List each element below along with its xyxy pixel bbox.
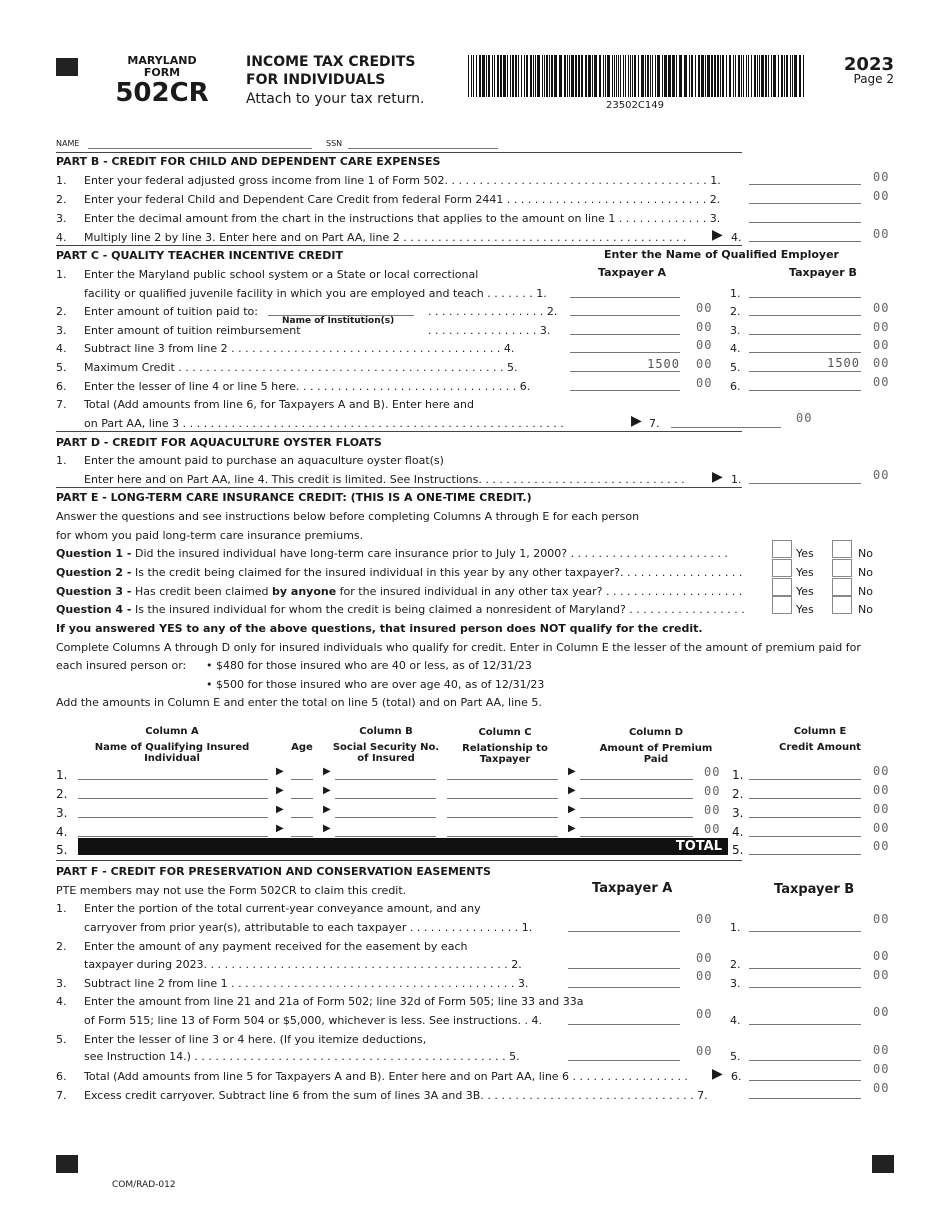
premium-cents: 00	[704, 765, 721, 779]
part-f-line3-b-input[interactable]	[749, 987, 861, 988]
row-num: 3.	[56, 806, 68, 820]
no-label: No	[858, 566, 873, 579]
part-c-line6-a-input[interactable]	[570, 390, 680, 391]
part-c-line3-text: Enter amount of tuition reimbursement	[84, 324, 301, 337]
part-c-line6-a-cents: 00	[696, 376, 713, 390]
total-bar	[78, 838, 728, 855]
credit-cents: 00	[873, 764, 890, 778]
part-c-line1-text: Enter the Maryland public school system or a State or local correctional	[84, 268, 479, 281]
part-c-taxpayer-a: Taxpayer A	[598, 266, 666, 279]
part-c-line2-num: 2.	[56, 305, 67, 318]
part-f-line1-text: Enter the portion of the total current-year conveyance amount, and any	[84, 902, 481, 915]
premium-input[interactable]	[580, 817, 693, 818]
part-d-line1-text: Enter the amount paid to purchase an aquaculture oyster float(s)	[84, 454, 444, 467]
question-3-text: Has credit been claimed	[131, 585, 273, 598]
age-input[interactable]	[291, 798, 313, 799]
part-f-line1-b-num: 1.	[730, 921, 741, 934]
part-e-bullet2: • $500 for those insured who are over age 40, as of 12/31/23	[206, 678, 545, 691]
part-b-line1-text: Enter your federal adjusted gross income from line 1 of Form 502. . . . . . . . . . . . . . . . . . . . . . . . . . . . . . . . . . . . . . 1.	[84, 174, 721, 187]
total-row-num: 5.	[56, 843, 68, 857]
part-c-line6-num: 6.	[56, 380, 67, 393]
registration-mark-top-left	[56, 58, 78, 76]
part-d-arrow-icon: ▶	[712, 469, 723, 485]
insured-name-input[interactable]	[78, 779, 268, 780]
part-e-complete2: each insured person or:	[56, 659, 187, 672]
total-credit-input[interactable]	[749, 854, 861, 855]
name-field[interactable]	[88, 148, 312, 149]
part-f-line4-b-cents: 00	[873, 1005, 890, 1019]
form-state: MARYLAND	[127, 54, 197, 67]
part-c-line1-b-num: 1.	[730, 287, 741, 300]
question-3-label: Question 3 -	[56, 585, 132, 598]
question-2	[56, 566, 742, 580]
part-f-line5-b-cents: 00	[873, 1043, 890, 1057]
name-label: NAME	[56, 139, 80, 148]
part-f-line1-num: 1.	[56, 902, 67, 915]
part-c-line7-input[interactable]	[671, 427, 781, 428]
part-f-line4-num: 4.	[56, 995, 67, 1008]
total-credit-cents: 00	[873, 839, 890, 853]
part-c-line5-b-num: 5.	[730, 361, 741, 374]
arrow-icon: ▶	[323, 804, 331, 815]
part-c-line2-text: Enter amount of tuition paid to:	[84, 305, 258, 318]
part-f-title: PART F - CREDIT FOR PRESERVATION AND CONSERVATION EASEMENTS	[56, 865, 491, 878]
yes-label: Yes	[796, 566, 814, 579]
part-b-line4-end: 4.	[731, 231, 742, 244]
row-num: 1.	[56, 768, 68, 782]
part-c-line4-a-cents: 00	[696, 338, 713, 352]
part-c-line4-a-input[interactable]	[570, 352, 680, 353]
part-c-line2-b-cents: 00	[873, 301, 890, 315]
question-2-label: Question 2 -	[56, 566, 132, 579]
part-c-line7-text: Total (Add amounts from line 6, for Taxpayers A and B). Enter here and	[84, 398, 474, 411]
part-f-line5-a-input[interactable]	[568, 1060, 680, 1061]
part-c-line7-text2: on Part AA, line 3 . . . . . . . . . . . . . . . . . . . . . . . . . . . . . . . . . . . . . . . . . . . . . . . . . . . . . . .	[84, 417, 564, 430]
ssn-input[interactable]	[335, 836, 436, 837]
part-f-line5-a-cents: 00	[696, 1044, 713, 1058]
question-1-no-checkbox[interactable]	[832, 540, 852, 558]
question-3-no-checkbox[interactable]	[832, 578, 852, 596]
part-f-line1-a-cents: 00	[696, 912, 713, 926]
part-c-line3-b-cents: 00	[873, 320, 890, 334]
part-c-line1-a-input[interactable]	[570, 297, 680, 298]
col-d-subtitle: Amount of Premium Paid	[599, 743, 713, 765]
attach-note: Attach to your tax return.	[246, 91, 425, 107]
part-f-line6-num: 6.	[56, 1070, 67, 1083]
pte-note: PTE members may not use the Form 502CR to claim this credit.	[56, 884, 407, 897]
col-e-num: 1.	[732, 768, 744, 782]
part-b-title: PART B - CREDIT FOR CHILD AND DEPENDENT CARE EXPENSES	[56, 155, 441, 168]
part-b-line3-num: 3.	[56, 212, 67, 225]
ssn-input[interactable]	[335, 817, 436, 818]
part-b-line4-cents: 00	[873, 227, 890, 241]
part-b-line4-arrow-icon: ▶	[712, 227, 723, 243]
part-c-line2-a-input[interactable]	[570, 315, 680, 316]
part-b-line3-text: Enter the decimal amount from the chart in the instructions that applies to the amount on line 1 . . . . . . . . . . . . . 3.	[84, 212, 721, 225]
part-f-line2-text: Enter the amount of any payment received for the easement by each	[84, 940, 468, 953]
part-c-line2-b-input[interactable]	[749, 315, 861, 316]
part-c-line7-end: 7.	[649, 417, 660, 430]
part-c-line6-b-cents: 00	[873, 375, 890, 389]
ssn-field[interactable]	[348, 148, 498, 149]
arrow-icon: ▶	[568, 823, 576, 834]
registration-mark-bottom-right	[872, 1155, 894, 1173]
col-e-subtitle: Credit Amount	[779, 742, 861, 753]
question-1-yes-checkbox[interactable]	[772, 540, 792, 558]
question-4-no-checkbox[interactable]	[832, 596, 852, 614]
credit-amount-input[interactable]	[749, 779, 861, 780]
no-label: No	[858, 585, 873, 598]
part-c-line5-b-cents: 00	[873, 356, 890, 370]
age-input[interactable]	[291, 779, 313, 780]
part-f-line6-end: 6.	[731, 1070, 742, 1083]
institution-label: Name of Institution(s)	[282, 316, 395, 326]
part-f-line7-cents: 00	[873, 1081, 890, 1095]
premium-input[interactable]	[580, 779, 693, 780]
part-c-line2-a-cents: 00	[696, 301, 713, 315]
col-e-num: 4.	[732, 825, 744, 839]
insured-name-input[interactable]	[78, 817, 268, 818]
part-d-end: 1.	[731, 473, 742, 486]
arrow-icon: ▶	[568, 804, 576, 815]
credit-cents: 00	[873, 802, 890, 816]
barcode-text: 23502C149	[606, 100, 664, 111]
yes-label: Yes	[796, 585, 814, 598]
part-f-line1-text2: carryover from prior year(s), attributable to each taxpayer . . . . . . . . . . . . . . . . 1.	[84, 921, 533, 934]
no-label: No	[858, 547, 873, 560]
tax-year: 2023	[843, 54, 894, 75]
divider	[56, 860, 742, 861]
part-b-line4-input[interactable]	[749, 241, 861, 242]
part-b-line2-text: Enter your federal Child and Dependent Care Credit from federal Form 2441 . . . . . . . . . . . . . . . . . . . . . . . . . . . . . 2.	[84, 193, 721, 206]
no-label: No	[858, 603, 873, 616]
arrow-icon: ▶	[568, 785, 576, 796]
relationship-input[interactable]	[447, 836, 558, 837]
part-f-line4-text2: of Form 515; line 13 of Form 504 or $5,000, whichever is less. See instructions. . 4.	[84, 1014, 542, 1027]
part-e-bullet1: • $480 for those insured who are 40 or less, as of 12/31/23	[206, 659, 532, 672]
question-4-text: Is the insured individual for whom the credit is being claimed a nonresident of Maryland? . . . . . . . . . . . . . . . . .	[131, 603, 745, 616]
credit-amount-input[interactable]	[749, 836, 861, 837]
footer-code: COM/RAD-012	[112, 1180, 176, 1190]
part-f-line2-num: 2.	[56, 940, 67, 953]
col-d-title: Column D	[628, 727, 684, 738]
part-e-intro2: for whom you paid long-term care insurance premiums.	[56, 529, 364, 542]
part-c-line4-b-cents: 00	[873, 338, 890, 352]
col-c-title: Column C	[478, 727, 532, 738]
page-number: Page 2	[853, 72, 894, 86]
part-f-line7-input[interactable]	[749, 1098, 861, 1099]
form-title-line1: INCOME TAX CREDITS	[246, 54, 416, 70]
part-f-line5-b-num: 5.	[730, 1050, 741, 1063]
part-c-line3-num: 3.	[56, 324, 67, 337]
question-1-text: Did the insured individual have long-term care insurance prior to July 1, 2000? . . . . . . . . . . . . . . . . . . . . . . .	[131, 547, 728, 560]
question-1-label: Question 1 -	[56, 547, 132, 560]
part-b-line2-num: 2.	[56, 193, 67, 206]
col-a-subtitle: Name of Qualifying Insured Individual	[94, 742, 250, 764]
part-c-line7-arrow-icon: ▶	[631, 413, 642, 429]
ssn-input[interactable]	[335, 798, 436, 799]
total-label: TOTAL	[675, 839, 722, 854]
part-f-taxpayer-a: Taxpayer A	[592, 881, 673, 896]
divider	[56, 245, 742, 246]
part-f-line1-a-input[interactable]	[568, 931, 680, 932]
barcode	[468, 55, 806, 97]
part-c-line5-text: Maximum Credit . . . . . . . . . . . . . . . . . . . . . . . . . . . . . . . . . . . . . . . . . . . . . . . 5.	[84, 361, 518, 374]
question-2-text: Is the credit being claimed for the insured individual in this year by any other taxpayer?. . . . . . . . . . . . . . . . . .	[131, 566, 743, 579]
question-3-text-end: for the insured individual in any other tax year? . . . . . . . . . . . . . . . . . . . .	[336, 585, 743, 598]
part-c-title: PART C - QUALITY TEACHER INCENTIVE CREDIT	[56, 249, 343, 262]
part-c-line2-b-num: 2.	[730, 305, 741, 318]
part-d-cents: 00	[873, 468, 890, 482]
premium-cents: 00	[704, 803, 721, 817]
relationship-input[interactable]	[447, 817, 558, 818]
part-c-line4-b-num: 4.	[730, 342, 741, 355]
part-c-line3-a-input[interactable]	[570, 334, 680, 335]
part-f-line4-a-cents: 00	[696, 1007, 713, 1021]
col-b-title: Column B	[359, 726, 413, 737]
part-f-line3-b-cents: 00	[873, 968, 890, 982]
part-f-line6-text: Total (Add amounts from line 5 for Taxpayers A and B). Enter here and on Part AA, line 6 . . . . . . . . . . . . . . . . .	[84, 1070, 688, 1083]
credit-cents: 00	[873, 783, 890, 797]
part-d-line1-text2: Enter here and on Part AA, line 4. This credit is limited. See Instructions. . . . . . . . . . . . . . . . . . . . . . . . . . . . . .	[84, 473, 685, 486]
row-num: 4.	[56, 825, 68, 839]
part-f-line3-a-cents: 00	[696, 969, 713, 983]
question-3-emphasis: by anyone	[272, 585, 337, 598]
part-b-line2-input[interactable]	[749, 203, 861, 204]
part-f-line1-b-cents: 00	[873, 912, 890, 926]
premium-cents: 00	[704, 784, 721, 798]
arrow-icon: ▶	[276, 785, 284, 796]
part-c-line3-dots: . . . . . . . . . . . . . . . . 3.	[428, 324, 551, 337]
part-e-title: PART E - LONG-TERM CARE INSURANCE CREDIT: (THIS IS A ONE-TIME CREDIT.)	[56, 491, 532, 504]
registration-mark-bottom-left	[56, 1155, 78, 1173]
part-f-line3-b-num: 3.	[730, 977, 741, 990]
part-d-line1-num: 1.	[56, 454, 67, 467]
part-b-line4-text: Multiply line 2 by line 3. Enter here and on Part AA, line 2 . . . . . . . . . . . . . . . . . . . . . . . . . . . . . . . . . . . . . . . . .	[84, 231, 687, 244]
part-d-title: PART D - CREDIT FOR AQUACULTURE OYSTER FLOATS	[56, 436, 382, 449]
part-c-line5-b-input[interactable]	[749, 371, 861, 372]
question-2-no-checkbox[interactable]	[832, 559, 852, 577]
part-c-line5-a-value: 1500	[647, 357, 680, 371]
part-f-line3-text: Subtract line 2 from line 1 . . . . . . . . . . . . . . . . . . . . . . . . . . . . . . . . . . . . . . . . . 3.	[84, 977, 529, 990]
divider	[56, 487, 742, 488]
form-word: FORM	[143, 66, 181, 79]
part-f-line5-text: Enter the lesser of line 3 or 4 here. (If you itemize deductions,	[84, 1033, 427, 1046]
part-c-line5-num: 5.	[56, 361, 67, 374]
credit-cents: 00	[873, 821, 890, 835]
yes-label: Yes	[796, 603, 814, 616]
part-c-line4-b-input[interactable]	[749, 352, 861, 353]
part-b-line2-cents: 00	[873, 189, 890, 203]
part-f-line2-a-input[interactable]	[568, 968, 680, 969]
part-c-line7-num: 7.	[56, 398, 67, 411]
part-c-line7-cents: 00	[796, 411, 813, 425]
part-b-line3-input[interactable]	[749, 222, 861, 223]
part-f-line7-text: Excess credit carryover. Subtract line 6 from the sum of lines 3A and 3B. . . . . . . . . . . . . . . . . . . . . . . . . . . . . . . 7.	[84, 1089, 708, 1102]
part-b-line1-input[interactable]	[749, 184, 861, 185]
part-e-add: Add the amounts in Column E and enter the total on line 5 (total) and on Part AA, line 5.	[56, 696, 542, 709]
part-c-line2-dots: . . . . . . . . . . . . . . . . . 2.	[428, 305, 558, 318]
part-c-line3-b-num: 3.	[730, 324, 741, 337]
part-f-line3-a-input[interactable]	[568, 987, 680, 988]
part-b-line1-num: 1.	[56, 174, 67, 187]
arrow-icon: ▶	[323, 785, 331, 796]
col-e-num: 2.	[732, 787, 744, 801]
part-c-line5-a-cents: 00	[696, 357, 713, 371]
arrow-icon: ▶	[323, 823, 331, 834]
col-e-title: Column E	[793, 726, 847, 737]
question-4	[56, 603, 745, 617]
part-f-line2-text2: taxpayer during 2023. . . . . . . . . . . . . . . . . . . . . . . . . . . . . . . . . . . . . . . . . . . . 2.	[84, 958, 522, 971]
part-c-line4-text: Subtract line 3 from line 2 . . . . . . . . . . . . . . . . . . . . . . . . . . . . . . . . . . . . . . . 4.	[84, 342, 515, 355]
part-c-line1-b-input[interactable]	[749, 297, 861, 298]
premium-input[interactable]	[580, 836, 693, 837]
part-f-line4-b-num: 4.	[730, 1014, 741, 1027]
part-c-line6-b-num: 6.	[730, 380, 741, 393]
age-input[interactable]	[291, 836, 313, 837]
question-3	[56, 585, 742, 599]
ssn-input[interactable]	[335, 779, 436, 780]
row-num: 2.	[56, 787, 68, 801]
col-a-title: Column A	[145, 726, 199, 737]
part-f-taxpayer-b: Taxpayer B	[774, 882, 855, 897]
col-e-num: 3.	[732, 806, 744, 820]
insured-name-input[interactable]	[78, 836, 268, 837]
form-title-line2: FOR INDIVIDUALS	[246, 72, 386, 88]
part-e-intro1: Answer the questions and see instructions below before completing Columns A through E for each person	[56, 510, 640, 523]
part-e-warning: If you answered YES to any of the above questions, that insured person does NOT qualify for the credit.	[56, 622, 703, 635]
question-3-yes-checkbox[interactable]	[772, 578, 792, 596]
question-4-label: Question 4 -	[56, 603, 132, 616]
part-f-line4-b-input[interactable]	[749, 1024, 861, 1025]
part-f-line6-cents: 00	[873, 1062, 890, 1076]
divider	[56, 431, 742, 432]
part-c-line1-text2: facility or qualified juvenile facility in which you are employed and teach . . . . . . . 1.	[84, 287, 547, 300]
part-f-line2-a-cents: 00	[696, 951, 713, 965]
col-c-subtitle: Relationship to Taxpayer	[462, 743, 548, 765]
part-c-taxpayer-b: Taxpayer B	[789, 266, 857, 279]
arrow-icon: ▶	[276, 804, 284, 815]
part-f-line5-b-input[interactable]	[749, 1060, 861, 1061]
part-f-line5-num: 5.	[56, 1033, 67, 1046]
part-f-line1-b-input[interactable]	[749, 931, 861, 932]
part-b-line4-num: 4.	[56, 231, 67, 244]
credit-amount-input[interactable]	[749, 798, 861, 799]
part-c-line6-b-input[interactable]	[749, 390, 861, 391]
arrow-icon: ▶	[276, 823, 284, 834]
form-number: 502CR	[115, 78, 209, 108]
part-f-line2-b-input[interactable]	[749, 968, 861, 969]
part-f-line7-num: 7.	[56, 1089, 67, 1102]
arrow-icon: ▶	[276, 766, 284, 777]
part-e-complete1: Complete Columns A through D only for insured individuals who qualify for credit. Enter in Column E the lesser of the amount of premium paid for	[56, 641, 861, 654]
ssn-label: SSN	[326, 139, 343, 148]
age-title: Age	[291, 742, 313, 753]
part-c-line4-num: 4.	[56, 342, 67, 355]
yes-label: Yes	[796, 547, 814, 560]
part-f-line6-arrow-icon: ▶	[712, 1066, 723, 1082]
part-d-input[interactable]	[749, 483, 861, 484]
question-1	[56, 547, 728, 561]
total-col-e-num: 5.	[732, 843, 744, 857]
relationship-input[interactable]	[447, 779, 558, 780]
age-input[interactable]	[291, 817, 313, 818]
part-c-line1-num: 1.	[56, 268, 67, 281]
part-c-line6-text: Enter the lesser of line 4 or line 5 here. . . . . . . . . . . . . . . . . . . . . . . . . . . . . . . . 6.	[84, 380, 531, 393]
part-b-line1-cents: 00	[873, 170, 890, 184]
part-f-line3-num: 3.	[56, 977, 67, 990]
part-f-line2-b-num: 2.	[730, 958, 741, 971]
part-c-line5-a-input[interactable]	[570, 371, 680, 372]
premium-cents: 00	[704, 822, 721, 836]
question-4-yes-checkbox[interactable]	[772, 596, 792, 614]
arrow-icon: ▶	[568, 766, 576, 777]
question-2-yes-checkbox[interactable]	[772, 559, 792, 577]
part-c-line5-b-value: 1500	[827, 356, 860, 370]
col-b-subtitle: Social Security No. of Insured	[332, 742, 440, 764]
part-f-line4-a-input[interactable]	[568, 1024, 680, 1025]
premium-input[interactable]	[580, 798, 693, 799]
part-c-line3-b-input[interactable]	[749, 334, 861, 335]
divider	[56, 152, 742, 153]
part-f-line2-b-cents: 00	[873, 949, 890, 963]
part-f-line4-text: Enter the amount from line 21 and 21a of Form 502; line 32d of Form 505; line 33 and 33a	[84, 995, 584, 1008]
credit-amount-input[interactable]	[749, 817, 861, 818]
part-f-line6-input[interactable]	[749, 1080, 861, 1081]
insured-name-input[interactable]	[78, 798, 268, 799]
employer-heading: Enter the Name of Qualified Employer	[604, 248, 839, 261]
arrow-icon: ▶	[323, 766, 331, 777]
relationship-input[interactable]	[447, 798, 558, 799]
part-f-line5-text2: see Instruction 14.) . . . . . . . . . . . . . . . . . . . . . . . . . . . . . . . . . . . . . . . . . . . . . 5.	[84, 1050, 520, 1063]
part-c-line3-a-cents: 00	[696, 320, 713, 334]
